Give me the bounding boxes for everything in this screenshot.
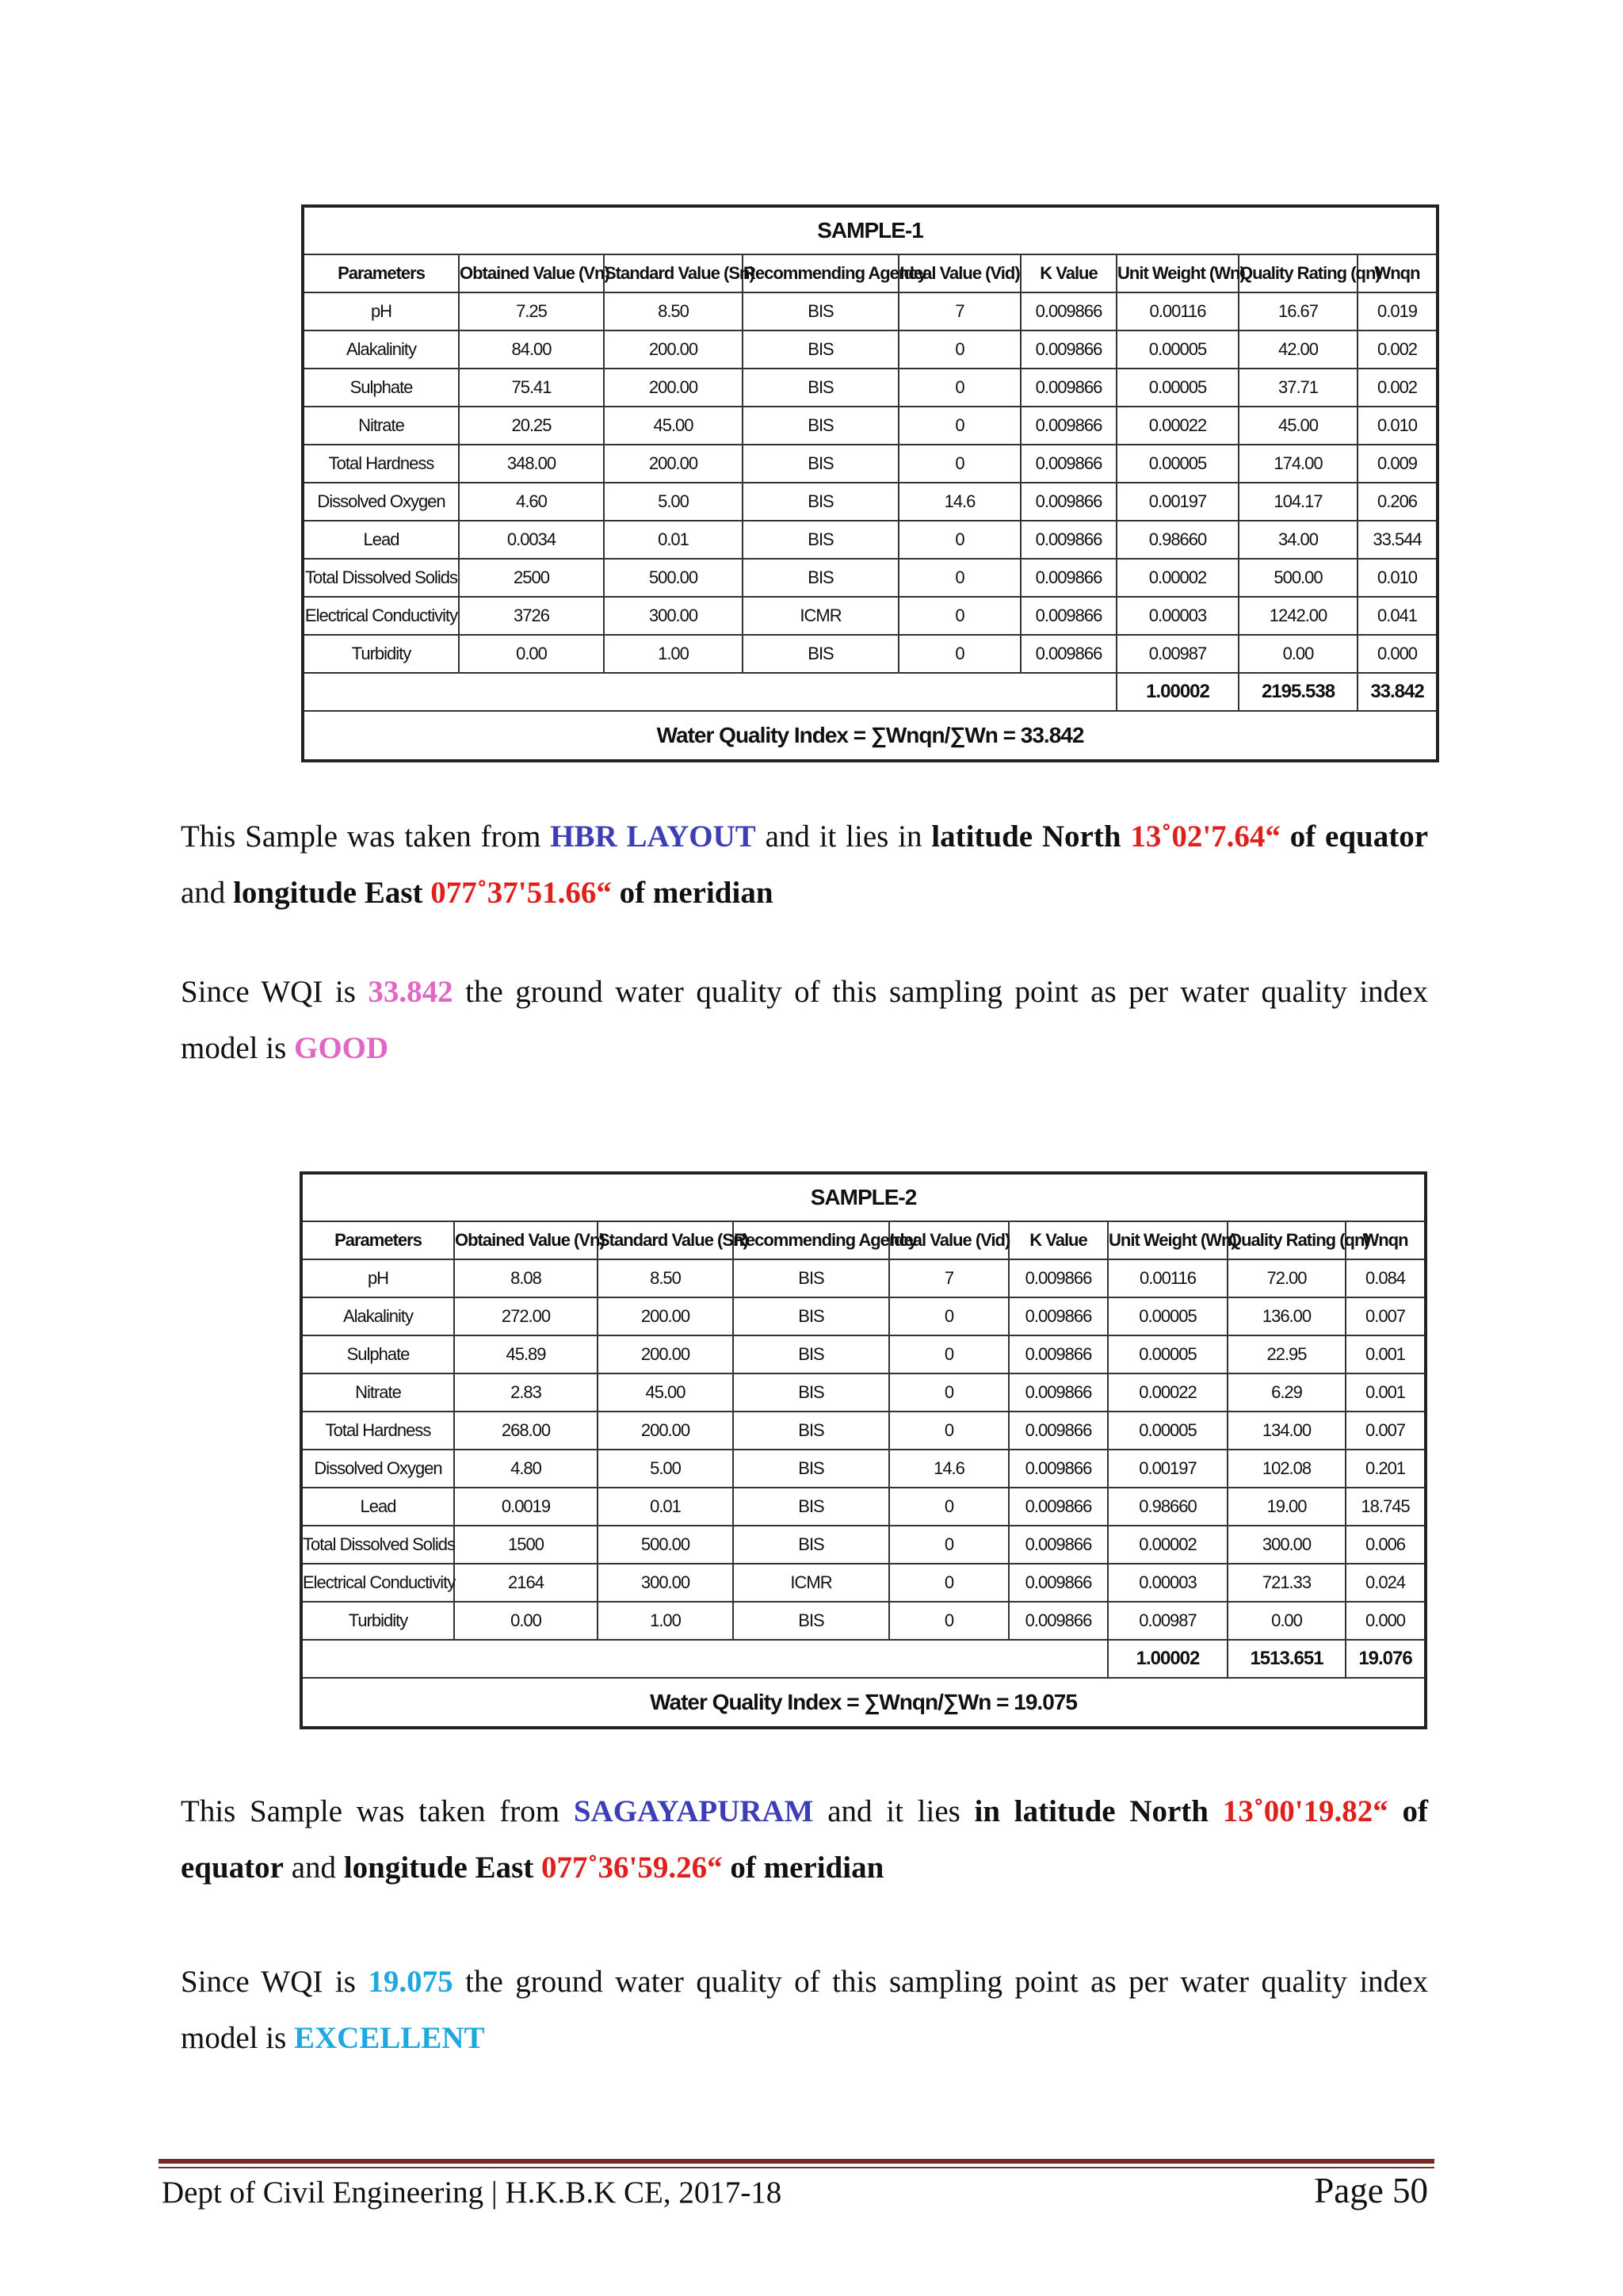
table-cell: 0.00005 (1117, 330, 1239, 369)
table-cell: 0 (889, 1564, 1009, 1602)
table-cell: 174.00 (1239, 445, 1358, 483)
parameter-name: Lead (303, 521, 459, 559)
table-cell: 0.00005 (1108, 1335, 1228, 1373)
table-cell: 200.00 (598, 1412, 733, 1450)
table-row (301, 1602, 1426, 1640)
table-cell: 0.00022 (1108, 1373, 1228, 1412)
column-header: Recommending Agency (733, 1221, 889, 1259)
column-header: Standard Value (Sn) (598, 1221, 733, 1259)
table-cell: 2500 (459, 559, 604, 597)
table-row (303, 292, 1438, 330)
table-cell: 0.007 (1346, 1297, 1426, 1335)
table-title: SAMPLE-2 (301, 1173, 1426, 1221)
table-cell: 0.010 (1358, 407, 1438, 445)
wqi-formula: Water Quality Index = ∑Wnqn/∑Wn = 19.075 (301, 1678, 1426, 1728)
table-cell: 0 (889, 1335, 1009, 1373)
parameter-name: Alakalinity (301, 1297, 454, 1335)
parameter-name: Dissolved Oxygen (303, 483, 459, 521)
table-cell: 34.00 (1239, 521, 1358, 559)
table-cell: 0.0019 (454, 1488, 598, 1526)
table-cell: 0.009866 (1009, 1488, 1108, 1526)
table-cell: 0.009866 (1021, 445, 1117, 483)
table-cell: 0.0034 (459, 521, 604, 559)
parameter-name: Alakalinity (303, 330, 459, 369)
table-cell: 0.009866 (1021, 292, 1117, 330)
totals-spacer (303, 673, 1117, 711)
totals-spacer (301, 1640, 1108, 1678)
text: of meridian (611, 876, 773, 910)
text: Since WQI is (181, 975, 369, 1009)
parameter-name: Total Dissolved Solids (301, 1526, 454, 1564)
table-cell: 0.201 (1346, 1450, 1426, 1488)
sample-1-result-paragraph (181, 964, 1428, 1076)
totals-row (301, 1640, 1426, 1678)
table-cell: 0.00116 (1117, 292, 1239, 330)
text: of meridian (722, 1851, 884, 1885)
table-cell: 136.00 (1228, 1297, 1346, 1335)
column-header: Ideal Value (Vid) (899, 254, 1021, 292)
table-cell: 500.00 (598, 1526, 733, 1564)
table-cell: 7.25 (459, 292, 604, 330)
total-value: 1.00002 (1108, 1640, 1228, 1678)
sample-1-location-paragraph (181, 808, 1428, 921)
column-header: Wnqn (1358, 254, 1438, 292)
footer-rule-thin (158, 2167, 1434, 2168)
table-cell: BIS (743, 445, 899, 483)
table-cell: 200.00 (604, 445, 743, 483)
table-row (301, 1488, 1426, 1526)
table-cell: 0.00003 (1117, 597, 1239, 635)
table-cell: 0.00 (1228, 1602, 1346, 1640)
table-cell: 0.009866 (1021, 559, 1117, 597)
table-row (301, 1450, 1426, 1488)
table-cell: 0.00987 (1108, 1602, 1228, 1640)
table-cell: BIS (733, 1450, 889, 1488)
table-cell: 0.010 (1358, 559, 1438, 597)
table-cell: 0.009866 (1021, 407, 1117, 445)
table-cell: 5.00 (598, 1450, 733, 1488)
table-cell: 0.98660 (1108, 1488, 1228, 1526)
table-cell: BIS (743, 369, 899, 407)
table-cell: 0.00003 (1108, 1564, 1228, 1602)
column-header: Quality Rating (qn) (1228, 1221, 1346, 1259)
table-cell: 200.00 (598, 1297, 733, 1335)
table-cell: 18.745 (1346, 1488, 1426, 1526)
table-cell: 7 (889, 1259, 1009, 1297)
column-header: Obtained Value (Vn) (454, 1221, 598, 1259)
table-cell: BIS (733, 1373, 889, 1412)
table-cell: 0.009866 (1009, 1259, 1108, 1297)
table-cell: 0 (899, 445, 1021, 483)
column-header: Quality Rating (qn) (1239, 254, 1358, 292)
table-row (303, 559, 1438, 597)
table-cell: 0.000 (1346, 1602, 1426, 1640)
parameter-name: Sulphate (303, 369, 459, 407)
table-cell: 0.00002 (1108, 1526, 1228, 1564)
table-cell: 0.00987 (1117, 635, 1239, 673)
column-header: Unit Weight (Wn) (1117, 254, 1239, 292)
table-cell: 0 (889, 1488, 1009, 1526)
text: and it lies in (755, 819, 932, 854)
text: This Sample was taken from (181, 819, 551, 854)
text: the ground water quality of this sampling point as per water quality index model is (181, 975, 1428, 1065)
table-cell: 1500 (454, 1526, 598, 1564)
table-cell: 0.00022 (1117, 407, 1239, 445)
table-cell: BIS (733, 1297, 889, 1335)
table-cell: 0.009866 (1009, 1335, 1108, 1373)
table-cell: 0.00005 (1108, 1297, 1228, 1335)
longitude-label: longitude East (343, 1851, 534, 1885)
table-cell: 0.002 (1358, 330, 1438, 369)
sample-2-result-paragraph (181, 1954, 1428, 2066)
parameter-name: pH (303, 292, 459, 330)
table-row (301, 1412, 1426, 1450)
text: and (284, 1851, 344, 1885)
wqi-formula-row (301, 1678, 1426, 1728)
table-cell: 272.00 (454, 1297, 598, 1335)
column-header: Parameters (303, 254, 459, 292)
table-row (301, 1564, 1426, 1602)
table-cell: 45.00 (604, 407, 743, 445)
table-cell: 45.00 (1239, 407, 1358, 445)
table-cell: 500.00 (604, 559, 743, 597)
text: of equator (181, 1794, 1429, 1885)
parameter-name: Electrical Conductivity (303, 597, 459, 635)
table-cell: 3726 (459, 597, 604, 635)
sample-2-table (300, 1171, 1427, 1729)
table-cell: BIS (733, 1488, 889, 1526)
wqi-value: 33.842 (368, 975, 453, 1009)
table-title-row (303, 206, 1438, 254)
column-header: Unit Weight (Wn) (1108, 1221, 1228, 1259)
table-row (301, 1335, 1426, 1373)
table-cell: BIS (733, 1602, 889, 1640)
column-header: Parameters (301, 1221, 454, 1259)
table-cell: 42.00 (1239, 330, 1358, 369)
table-cell: BIS (733, 1412, 889, 1450)
column-header: K Value (1021, 254, 1117, 292)
latitude-label: latitude North (931, 819, 1121, 854)
column-header: Ideal Value (Vid) (889, 1221, 1009, 1259)
parameter-name: Dissolved Oxygen (301, 1450, 454, 1488)
table-cell: 8.50 (604, 292, 743, 330)
table-cell: 0 (899, 330, 1021, 369)
table-cell: 0.009866 (1009, 1373, 1108, 1412)
parameter-name: Lead (301, 1488, 454, 1526)
table-cell: BIS (733, 1335, 889, 1373)
table-cell: 0.00197 (1108, 1450, 1228, 1488)
table-cell: 0.019 (1358, 292, 1438, 330)
table-cell: 0.00005 (1117, 445, 1239, 483)
table-cell: 0.009866 (1021, 635, 1117, 673)
sample-1-table-body (303, 206, 1438, 761)
table-cell: 0.206 (1358, 483, 1438, 521)
wqi-formula-row (303, 711, 1438, 761)
table-cell: 8.08 (454, 1259, 598, 1297)
wqi-formula: Water Quality Index = ∑Wnqn/∑Wn = 33.842 (303, 711, 1438, 761)
sample-2-table-body (301, 1173, 1426, 1728)
table-cell: 45.00 (598, 1373, 733, 1412)
table-cell: 0.009866 (1009, 1564, 1108, 1602)
table-cell: 0 (889, 1412, 1009, 1450)
table-cell: 0.009866 (1009, 1412, 1108, 1450)
table-cell: 0.001 (1346, 1373, 1426, 1412)
longitude-value: 077˚36'59.26“ (533, 1851, 723, 1885)
column-header: Obtained Value (Vn) (459, 254, 604, 292)
table-cell: 4.60 (459, 483, 604, 521)
table-cell: 2164 (454, 1564, 598, 1602)
table-cell: 0 (899, 521, 1021, 559)
longitude-value: 077˚37'51.66“ (422, 876, 612, 910)
table-cell: 0 (889, 1526, 1009, 1564)
parameter-name: Turbidity (301, 1602, 454, 1640)
table-cell: 0 (899, 559, 1021, 597)
total-value: 33.842 (1358, 673, 1438, 711)
table-cell: 19.00 (1228, 1488, 1346, 1526)
table-cell: 268.00 (454, 1412, 598, 1450)
table-row (303, 407, 1438, 445)
table-cell: 1.00 (598, 1602, 733, 1640)
table-cell: 8.50 (598, 1259, 733, 1297)
sample-1-place: HBR LAYOUT (550, 819, 756, 854)
table-cell: 200.00 (598, 1335, 733, 1373)
table-cell: 102.08 (1228, 1450, 1346, 1488)
table-row (301, 1297, 1426, 1335)
table-cell: BIS (743, 330, 899, 369)
table-cell: BIS (743, 559, 899, 597)
column-header: K Value (1009, 1221, 1108, 1259)
table-cell: 0.009866 (1009, 1297, 1108, 1335)
table-cell: 0.002 (1358, 369, 1438, 407)
table-cell: 75.41 (459, 369, 604, 407)
column-header: Recommending Agency (743, 254, 899, 292)
parameter-name: Electrical Conductivity (301, 1564, 454, 1602)
latitude-label: in latitude North (974, 1794, 1209, 1828)
footer-department: Dept of Civil Engineering | H.K.B.K CE, 2017-18 (162, 2176, 782, 2210)
table-cell: 0.024 (1346, 1564, 1426, 1602)
table-cell: 0.98660 (1117, 521, 1239, 559)
table-row (303, 330, 1438, 369)
table-cell: 0.00116 (1108, 1259, 1228, 1297)
quality-rating: GOOD (294, 1031, 389, 1065)
table-cell: 72.00 (1228, 1259, 1346, 1297)
table-cell: 0 (889, 1602, 1009, 1640)
quality-rating: EXCELLENT (294, 2021, 485, 2055)
parameter-name: pH (301, 1259, 454, 1297)
table-cell: 84.00 (459, 330, 604, 369)
table-cell: 0.001 (1346, 1335, 1426, 1373)
table-row (301, 1526, 1426, 1564)
table-row (303, 445, 1438, 483)
table-cell: BIS (733, 1259, 889, 1297)
table-cell: 14.6 (899, 483, 1021, 521)
table-cell: 0.00005 (1117, 369, 1239, 407)
table-cell: 0.00 (459, 635, 604, 673)
table-cell: BIS (743, 483, 899, 521)
table-cell: 0.000 (1358, 635, 1438, 673)
table-cell: 0.009 (1358, 445, 1438, 483)
parameter-name: Total Hardness (301, 1412, 454, 1450)
table-cell: 500.00 (1239, 559, 1358, 597)
parameter-name: Turbidity (303, 635, 459, 673)
table-cell: 4.80 (454, 1450, 598, 1488)
text: the ground water quality of this sampling point as per water quality index model is (181, 1965, 1428, 2055)
longitude-label: longitude East (233, 876, 423, 910)
table-cell: 200.00 (604, 369, 743, 407)
total-value: 1513.651 (1228, 1640, 1346, 1678)
table-cell: BIS (743, 635, 899, 673)
totals-row (303, 673, 1438, 711)
total-value: 2195.538 (1239, 673, 1358, 711)
table-cell: 0.01 (598, 1488, 733, 1526)
table-cell: 6.29 (1228, 1373, 1346, 1412)
sample-2-location-paragraph (181, 1783, 1428, 1896)
sample-2-place: SAGAYAPURAM (573, 1794, 814, 1828)
table-cell: 16.67 (1239, 292, 1358, 330)
table-cell: 0.00197 (1117, 483, 1239, 521)
table-cell: 0.009866 (1021, 521, 1117, 559)
table-row (301, 1259, 1426, 1297)
table-cell: 0.00 (454, 1602, 598, 1640)
table-cell: ICMR (733, 1564, 889, 1602)
table-row (301, 1373, 1426, 1412)
wqi-value: 19.075 (368, 1965, 453, 1999)
table-cell: 33.544 (1358, 521, 1438, 559)
table-cell: 5.00 (604, 483, 743, 521)
table-cell: 721.33 (1228, 1564, 1346, 1602)
table-cell: 0 (889, 1297, 1009, 1335)
text: and (181, 876, 234, 910)
table-cell: 0.041 (1358, 597, 1438, 635)
table-row (303, 369, 1438, 407)
table-cell: 0 (899, 597, 1021, 635)
table-cell: ICMR (743, 597, 899, 635)
table-row (303, 597, 1438, 635)
table-cell: 300.00 (1228, 1526, 1346, 1564)
table-cell: 300.00 (598, 1564, 733, 1602)
table-cell: 134.00 (1228, 1412, 1346, 1450)
text: Since WQI is (181, 1965, 369, 1999)
total-value: 1.00002 (1117, 673, 1239, 711)
table-cell: 0.009866 (1009, 1602, 1108, 1640)
parameter-name: Nitrate (303, 407, 459, 445)
table-cell: 14.6 (889, 1450, 1009, 1488)
table-cell: 0.01 (604, 521, 743, 559)
table-cell: 300.00 (604, 597, 743, 635)
table-cell: 104.17 (1239, 483, 1358, 521)
text: of equator (1280, 819, 1429, 854)
table-cell: 200.00 (604, 330, 743, 369)
latitude-value: 13˚02'7.64“ (1121, 819, 1281, 854)
sample-1-table (301, 204, 1439, 762)
table-cell: 0.084 (1346, 1259, 1426, 1297)
footer-rule (158, 2159, 1434, 2164)
table-cell: 0.00002 (1117, 559, 1239, 597)
table-cell: 0 (899, 635, 1021, 673)
table-row (303, 521, 1438, 559)
table-cell: BIS (743, 407, 899, 445)
table-cell: 0.006 (1346, 1526, 1426, 1564)
table-cell: 1242.00 (1239, 597, 1358, 635)
table-header-row (303, 254, 1438, 292)
latitude-value: 13˚00'19.82“ (1209, 1794, 1388, 1828)
page-number: Page 50 (1314, 2171, 1428, 2210)
table-row (303, 635, 1438, 673)
table-cell: BIS (733, 1526, 889, 1564)
table-cell: 45.89 (454, 1335, 598, 1373)
parameter-name: Total Dissolved Solids (303, 559, 459, 597)
table-cell: 0.009866 (1009, 1526, 1108, 1564)
table-cell: 0.009866 (1021, 330, 1117, 369)
table-row (303, 483, 1438, 521)
table-cell: 2.83 (454, 1373, 598, 1412)
text: and it lies (813, 1794, 975, 1828)
total-value: 19.076 (1346, 1640, 1426, 1678)
table-cell: 20.25 (459, 407, 604, 445)
table-cell: 0.009866 (1021, 369, 1117, 407)
table-cell: 0.00005 (1108, 1412, 1228, 1450)
table-title-row (301, 1173, 1426, 1221)
table-cell: 22.95 (1228, 1335, 1346, 1373)
text: This Sample was taken from (181, 1794, 574, 1828)
parameter-name: Nitrate (301, 1373, 454, 1412)
table-cell: 348.00 (459, 445, 604, 483)
parameter-name: Total Hardness (303, 445, 459, 483)
table-cell: BIS (743, 292, 899, 330)
table-title: SAMPLE-1 (303, 206, 1438, 254)
column-header: Wnqn (1346, 1221, 1426, 1259)
table-cell: 1.00 (604, 635, 743, 673)
column-header: Standard Value (Sn) (604, 254, 743, 292)
table-cell: 0 (889, 1373, 1009, 1412)
table-header-row (301, 1221, 1426, 1259)
table-cell: 0 (899, 407, 1021, 445)
table-cell: 0.00 (1239, 635, 1358, 673)
table-cell: 0.009866 (1021, 597, 1117, 635)
table-cell: 0.007 (1346, 1412, 1426, 1450)
table-cell: 7 (899, 292, 1021, 330)
table-cell: 0 (899, 369, 1021, 407)
table-cell: 0.009866 (1021, 483, 1117, 521)
parameter-name: Sulphate (301, 1335, 454, 1373)
table-cell: 37.71 (1239, 369, 1358, 407)
table-cell: BIS (743, 521, 899, 559)
table-cell: 0.009866 (1009, 1450, 1108, 1488)
